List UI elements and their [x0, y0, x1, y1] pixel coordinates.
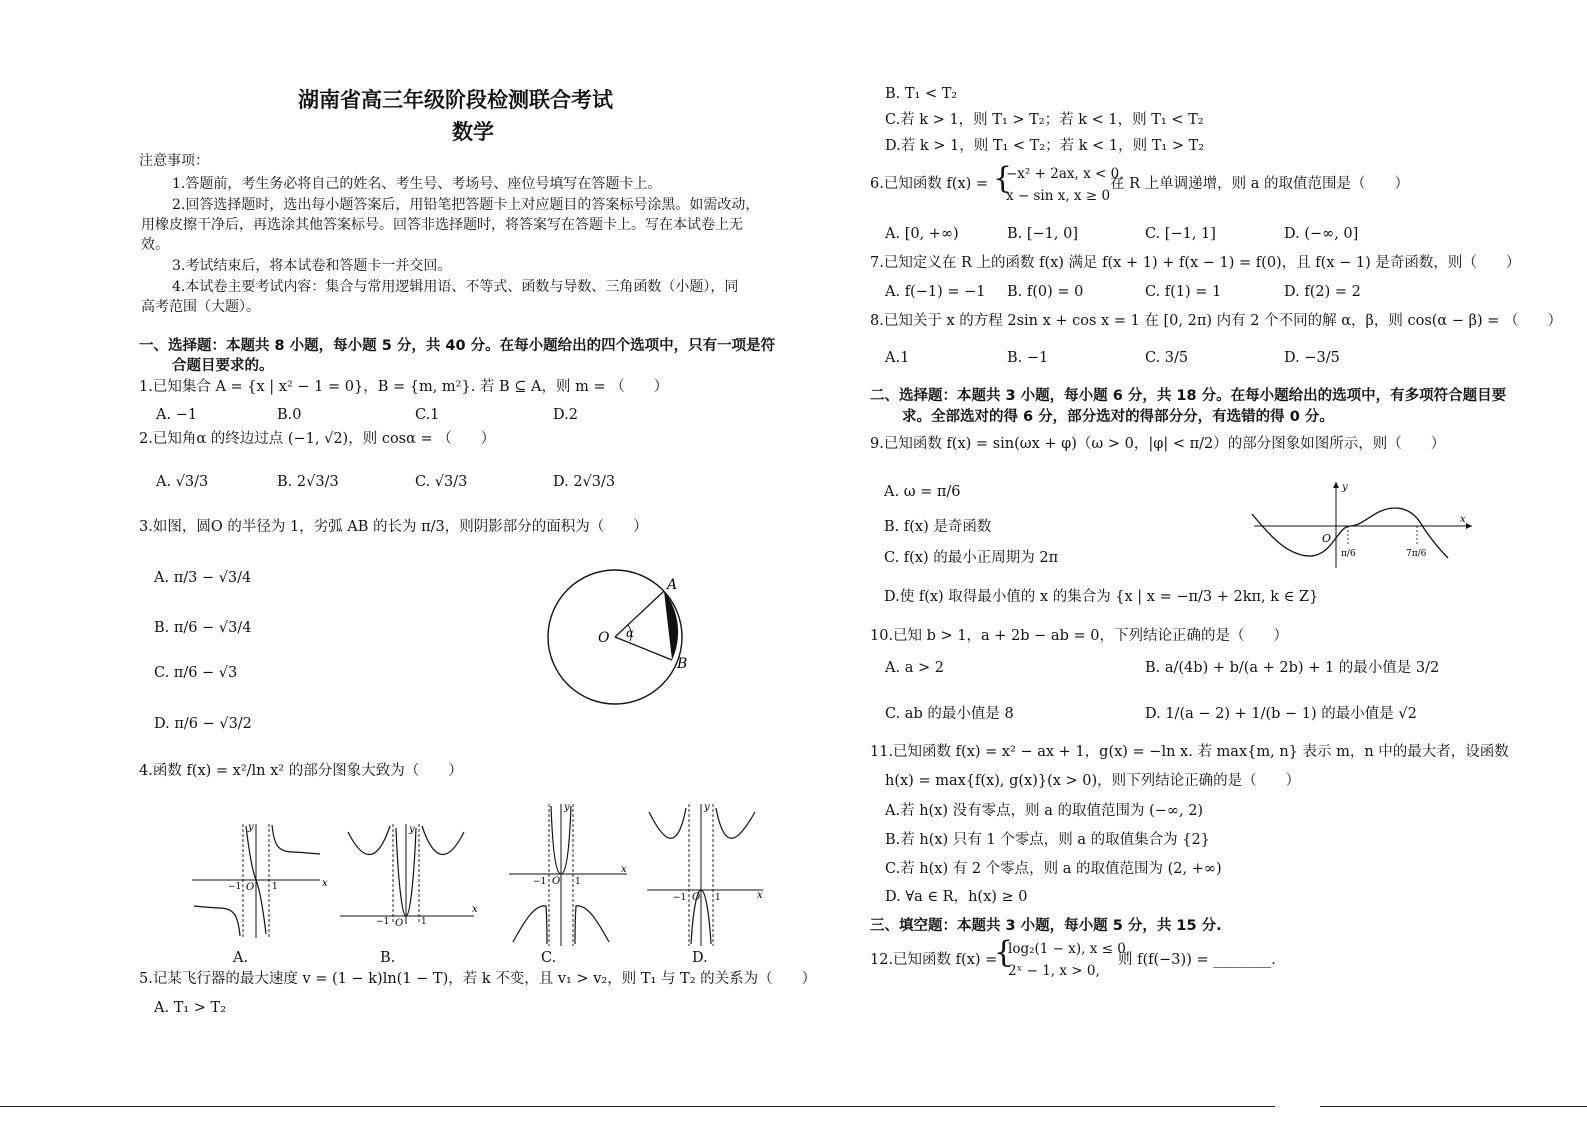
q8-option-a: A.1 [885, 350, 910, 366]
question-8-stem: 8.已知关于 x 的方程 2sin x + cos x = 1 在 [0, 2π) 内有 2 个不同的解 α，β，则 cos(α − β) = （ ） [870, 313, 1562, 329]
notice-item: 效。 [141, 237, 169, 253]
q4c-tick-neg1: −1 [533, 877, 547, 887]
section-2-heading: 求。全部选对的得 6 分，部分选对的得部分分，有选错的得 0 分。 [902, 409, 1334, 425]
q2-option-b: B. 2√3/3 [277, 474, 339, 490]
notice-item: 2.回答选择题时，选出每小题答案后，用铅笔把答题卡上对应题目的答案标号涂黑。如需改动， [172, 197, 760, 213]
notice-item: 高考范围（大题）。 [141, 299, 260, 315]
q4-label-b: B. [380, 950, 396, 966]
q6-option-c: C. [−1, 1] [1145, 226, 1216, 242]
q8-option-c: C. 3/5 [1145, 350, 1189, 366]
q3-label-alpha: α [626, 626, 635, 640]
q8-option-d: D. −3/5 [1284, 350, 1340, 366]
q2-option-c: C. √3/3 [415, 474, 468, 490]
q9-option-a: A. ω = π/6 [884, 484, 961, 500]
q4d-y-label: y [704, 802, 710, 813]
question-7-stem: 7.已知定义在 R 上的函数 f(x) 满足 f(x + 1) + f(x − 1) = f(0)，且 f(x − 1) 是奇函数，则（ ） [870, 255, 1521, 271]
q4d-x-label: x [757, 890, 763, 901]
q4c-y-label: y [564, 802, 570, 813]
exam-title: 湖南省高三年级阶段检测联合考试 [298, 88, 613, 112]
question-5-stem: 5.记某飞行器的最大速度 v = (1 − k)ln(1 − T)，若 k 不变，且 v₁ > v₂，则 T₁ 与 T₂ 的关系为（ ） [139, 971, 817, 987]
q4a-origin-label: O [246, 882, 255, 893]
q4-label-d: D. [692, 950, 708, 966]
question-6-stem-end: 在 R 上单调递增，则 a 的取值范围是（ ） [1110, 176, 1409, 192]
q4a-y-label: y [248, 822, 254, 833]
section-3-heading: 三、填空题：本题共 3 小题，每小题 5 分，共 15 分. [870, 918, 1222, 934]
q10-option-d: D. 1/(a − 2) + 1/(b − 1) 的最小值是 √2 [1145, 706, 1417, 722]
question-12-stem-end: 则 f(f(−3)) = ________. [1118, 952, 1276, 968]
question-12-stem: 12.已知函数 f(x) = [870, 952, 998, 968]
q5-option-c: C.若 k > 1，则 T₁ > T₂；若 k < 1，则 T₁ < T₂ [885, 112, 1204, 128]
question-11-stem-2: h(x) = max{f(x), g(x)}(x > 0)，则下列结论正确的是（ ） [885, 773, 1301, 789]
notice-item: 3.考试结束后，将本试卷和答题卡一并交回。 [172, 258, 452, 274]
question-4-stem: 4.函数 f(x) = x²/ln x² 的部分图象大致为（ ） [139, 763, 463, 779]
q11-option-d: D. ∀a ∈ R，h(x) ≥ 0 [885, 889, 1028, 905]
q4-label-a: A. [233, 950, 249, 966]
q3-option-b: B. π/6 − √3/4 [154, 620, 252, 636]
q3-label-o: O [598, 630, 610, 646]
q4b-tick-1: 1 [421, 917, 427, 927]
q7-option-d: D. f(2) = 2 [1284, 284, 1361, 300]
q10-option-b: B. a/(4b) + b/(a + 2b) + 1 的最小值是 3/2 [1145, 660, 1440, 676]
q4c-x-label: x [621, 864, 627, 875]
q4b-origin-label: O [395, 918, 404, 928]
q4-graph-d [643, 800, 768, 948]
q7-option-c: C. f(1) = 1 [1145, 284, 1222, 300]
q6-option-a: A. [0, +∞) [885, 226, 959, 242]
q5-option-d: D.若 k > 1，则 T₁ < T₂；若 k < 1，则 T₁ > T₂ [885, 138, 1205, 154]
q11-option-b: B.若 h(x) 只有 1 个零点，则 a 的取值集合为 {2} [885, 832, 1210, 848]
question-11-stem: 11.已知函数 f(x) = x² − ax + 1，g(x) = −ln x. 若 max{m, n} 表示 m，n 中的最大者，设函数 [870, 744, 1509, 760]
q7-option-b: B. f(0) = 0 [1007, 284, 1084, 300]
q9-option-b: B. f(x) 是奇函数 [884, 519, 992, 535]
q9-y-label: y [1342, 482, 1348, 493]
q6-brace: { [993, 161, 1013, 196]
q11-option-c: C.若 h(x) 有 2 个零点，则 a 的取值范围为 (2, +∞) [885, 861, 1222, 877]
page-bottom-rule [0, 1106, 1275, 1107]
question-6-stem: 6.已知函数 f(x) = [870, 176, 989, 192]
q4d-origin-label: O [692, 892, 701, 903]
q4b-tick-neg1: −1 [376, 917, 390, 927]
q5-option-a: A. T₁ > T₂ [154, 1000, 227, 1016]
q12-piece-2: 2ˣ − 1, x > 0, [1008, 963, 1100, 979]
notice-item: 4.本试卷主要考试内容：集合与常用逻辑用语、不等式、函数与导数、三角函数（小题），同 [172, 279, 739, 295]
q4c-tick-1: 1 [575, 877, 581, 887]
q4a-x-label: x [322, 878, 328, 889]
q12-piece-1: log₂(1 − x), x ≤ 0, [1008, 941, 1131, 957]
notice-heading: 注意事项： [139, 153, 209, 169]
page-bottom-rule [1320, 1106, 1587, 1107]
q6-option-d: D. (−∞, 0] [1284, 226, 1359, 242]
notice-item: 1.答题前，考生务必将自己的姓名、考生号、考场号、座位号填写在答题卡上。 [172, 176, 662, 192]
q9-tick-7pi6: 7π/6 [1406, 549, 1427, 559]
q11-option-a: A.若 h(x) 没有零点，则 a 的取值范围为 (−∞, 2) [885, 803, 1204, 819]
question-10-stem: 10.已知 b > 1，a + 2b − ab = 0，下列结论正确的是（ ） [870, 628, 1288, 644]
q4d-tick-1: 1 [715, 893, 721, 903]
q12-brace: { [994, 935, 1014, 970]
q6-piece-2: x − sin x, x ≥ 0 [1006, 188, 1111, 204]
q10-option-a: A. a > 2 [885, 660, 944, 676]
q3-option-a: A. π/3 − √3/4 [154, 570, 252, 586]
q4-label-c: C. [541, 950, 557, 966]
section-2-heading: 二、选择题：本题共 3 小题，每小题 6 分，共 18 分。在每小题给出的选项中，有多项符合题目要 [870, 388, 1507, 404]
q2-option-d: D. 2√3/3 [553, 474, 616, 490]
section-1-heading: 合题目要求的。 [172, 358, 274, 374]
q9-option-d: D.使 f(x) 取得最小值的 x 的集合为 {x | x = −π/3 + 2kπ, k ∈ Z} [884, 589, 1319, 605]
q2-option-a: A. √3/3 [156, 474, 209, 490]
q8-option-b: B. −1 [1007, 350, 1049, 366]
q4a-tick-neg1: −1 [228, 882, 242, 892]
q3-option-c: C. π/6 − √3 [154, 665, 238, 681]
q4b-y-label: y [409, 824, 415, 835]
notice-item: 用橡皮擦干净后，再选涂其他答案标号。回答非选择题时，将答案写在答题卡上。写在本试卷上无 [141, 217, 743, 233]
q4-graph-c [505, 800, 635, 948]
q1-option-d: D.2 [553, 407, 578, 423]
q5-option-b: B. T₁ < T₂ [885, 86, 958, 102]
q9-x-label: x [1460, 514, 1466, 525]
q4c-origin-label: O [552, 876, 561, 887]
exam-subject: 数学 [452, 120, 494, 144]
question-1-stem: 1.已知集合 A = {x | x² − 1 = 0}，B = {m, m²}. 若 B ⊆ A，则 m = （ ） [139, 379, 669, 395]
q9-tick-pi6: π/6 [1341, 549, 1356, 559]
q3-circle-figure [540, 565, 700, 710]
q10-option-c: C. ab 的最小值是 8 [885, 706, 1014, 722]
question-2-stem: 2.已知角α 的终边过点 (−1, √2)，则 cosα = （ ） [139, 431, 496, 447]
question-3-stem: 3.如图，圆O 的半径为 1，劣弧 AB 的长为 π/3，则阴影部分的面积为（ ） [139, 519, 648, 535]
section-1-heading: 一、选择题：本题共 8 小题，每小题 5 分，共 40 分。在每小题给出的四个选项中，只有一项是符 [139, 338, 776, 354]
q1-option-a: A. −1 [156, 407, 198, 423]
q9-sine-figure [1250, 478, 1480, 570]
q6-option-b: B. [−1, 0] [1007, 226, 1079, 242]
question-9-stem: 9.已知函数 f(x) = sin(ωx + φ)（ω > 0，|φ| < π/2）的部分图象如图所示，则（ ） [870, 436, 1446, 452]
q4d-tick-neg1: −1 [673, 893, 687, 903]
q1-option-b: B.0 [277, 407, 302, 423]
q3-label-a: A [667, 577, 678, 593]
q4b-x-label: x [472, 904, 478, 915]
q3-label-b: B [677, 656, 688, 672]
q4-graph-b [336, 820, 481, 928]
q6-piece-1: −x² + 2ax, x < 0, [1006, 166, 1124, 182]
q7-option-a: A. f(−1) = −1 [885, 284, 986, 300]
q4a-tick-1: 1 [272, 882, 278, 892]
q1-option-c: C.1 [415, 407, 440, 423]
q4-graph-a [188, 820, 328, 945]
q9-option-c: C. f(x) 的最小正周期为 2π [884, 550, 1059, 566]
q9-origin-label: O [1322, 532, 1332, 545]
q3-option-d: D. π/6 − √3/2 [154, 716, 252, 732]
